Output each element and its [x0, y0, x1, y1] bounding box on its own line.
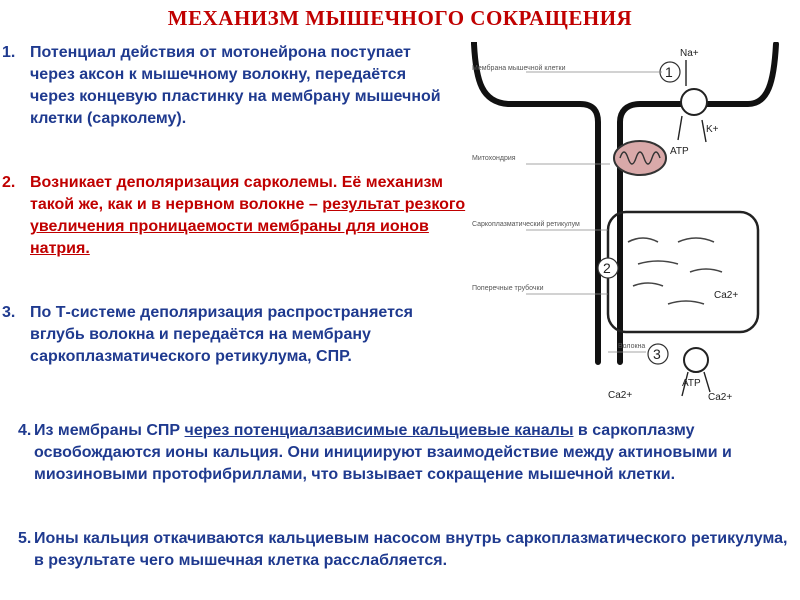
item-text [30, 172, 472, 260]
list-item-1 [2, 42, 442, 130]
list-item-5 [18, 528, 798, 572]
page-title: МЕХАНИЗМ МЫШЕЧНОГО СОКРАЩЕНИЯ [167, 6, 633, 30]
label-membrane: Мембрана мышечной клетки [472, 65, 566, 72]
item-number: 2. [2, 174, 16, 191]
muscle-cell-diagram [468, 42, 800, 414]
sarcoplasmic-reticulum [608, 212, 758, 332]
item-text-underlined: через потенциалзависимые кальциевые каналы [184, 422, 574, 439]
item-text: Ионы кальция откачиваются кальциевым насосом внутрь саркоплазматического ретикулума, в результате чего мышечная клетка расслабляется. [34, 530, 788, 569]
reticulum-inner [628, 238, 722, 304]
list-item-4 [18, 420, 798, 486]
item-text-underlined: результат резкого увеличения проницаемости мембраны для ионов натрия. [30, 196, 466, 257]
list-item-3 [2, 302, 442, 368]
k-ion-label: K+ [706, 124, 719, 135]
label-fibers: Волокна [618, 343, 646, 350]
label-mito: Митохондрия [472, 155, 516, 162]
item-text-part: Возникает деполяризация сарколемы. Её механизм такой же, как и в нервном волокне – [30, 174, 443, 213]
ca-pump [684, 348, 708, 372]
circle-label-2: 2 [603, 260, 611, 276]
item-number: 3. [2, 304, 16, 321]
ca-ion-label-1: Ca2+ [714, 290, 739, 301]
atp-label-bottom: ATP [682, 378, 701, 389]
item-text-part: в саркоплазму освобождаются ионы кальция. Они инициируют взаимодействие между актиновыми и миозиновыми протофибриллами, что вызывает сокращение мышечной клетки. [34, 422, 732, 483]
t-tubule-left [474, 44, 598, 362]
item-text: По Т-системе деполяризация распространяется вглубь волокна и передаётся на мембрану саркоплазматического ретикулума, СПР. [30, 304, 413, 365]
circle-label-3: 3 [653, 346, 661, 362]
atp-label-top: ATP [670, 146, 689, 157]
label-reticulum: Саркоплазматический ретикулум [472, 221, 580, 228]
ca-ion-label-3: Ca2+ [608, 390, 633, 401]
na-ion-label: Na+ [680, 48, 699, 59]
item-text [34, 420, 798, 486]
ca-ion-label-2: Ca2+ [708, 392, 733, 403]
mitochondrion [614, 141, 666, 175]
item-number: 5. [18, 530, 32, 547]
item-text-part: Из мембраны СПР [34, 422, 185, 439]
item-number: 4. [18, 422, 32, 439]
item-text: Потенциал действия от мотонейрона поступает через аксон к мышечному волокну, передаётся через концевую пластинку на мембрану мышечной клетки (сарколему). [30, 44, 441, 127]
label-t-system: Поперечные трубочки [472, 285, 544, 292]
item-number: 1. [2, 44, 16, 61]
list-item-2 [2, 172, 472, 260]
circle-label-1: 1 [665, 64, 673, 80]
na-k-pump [681, 89, 707, 115]
